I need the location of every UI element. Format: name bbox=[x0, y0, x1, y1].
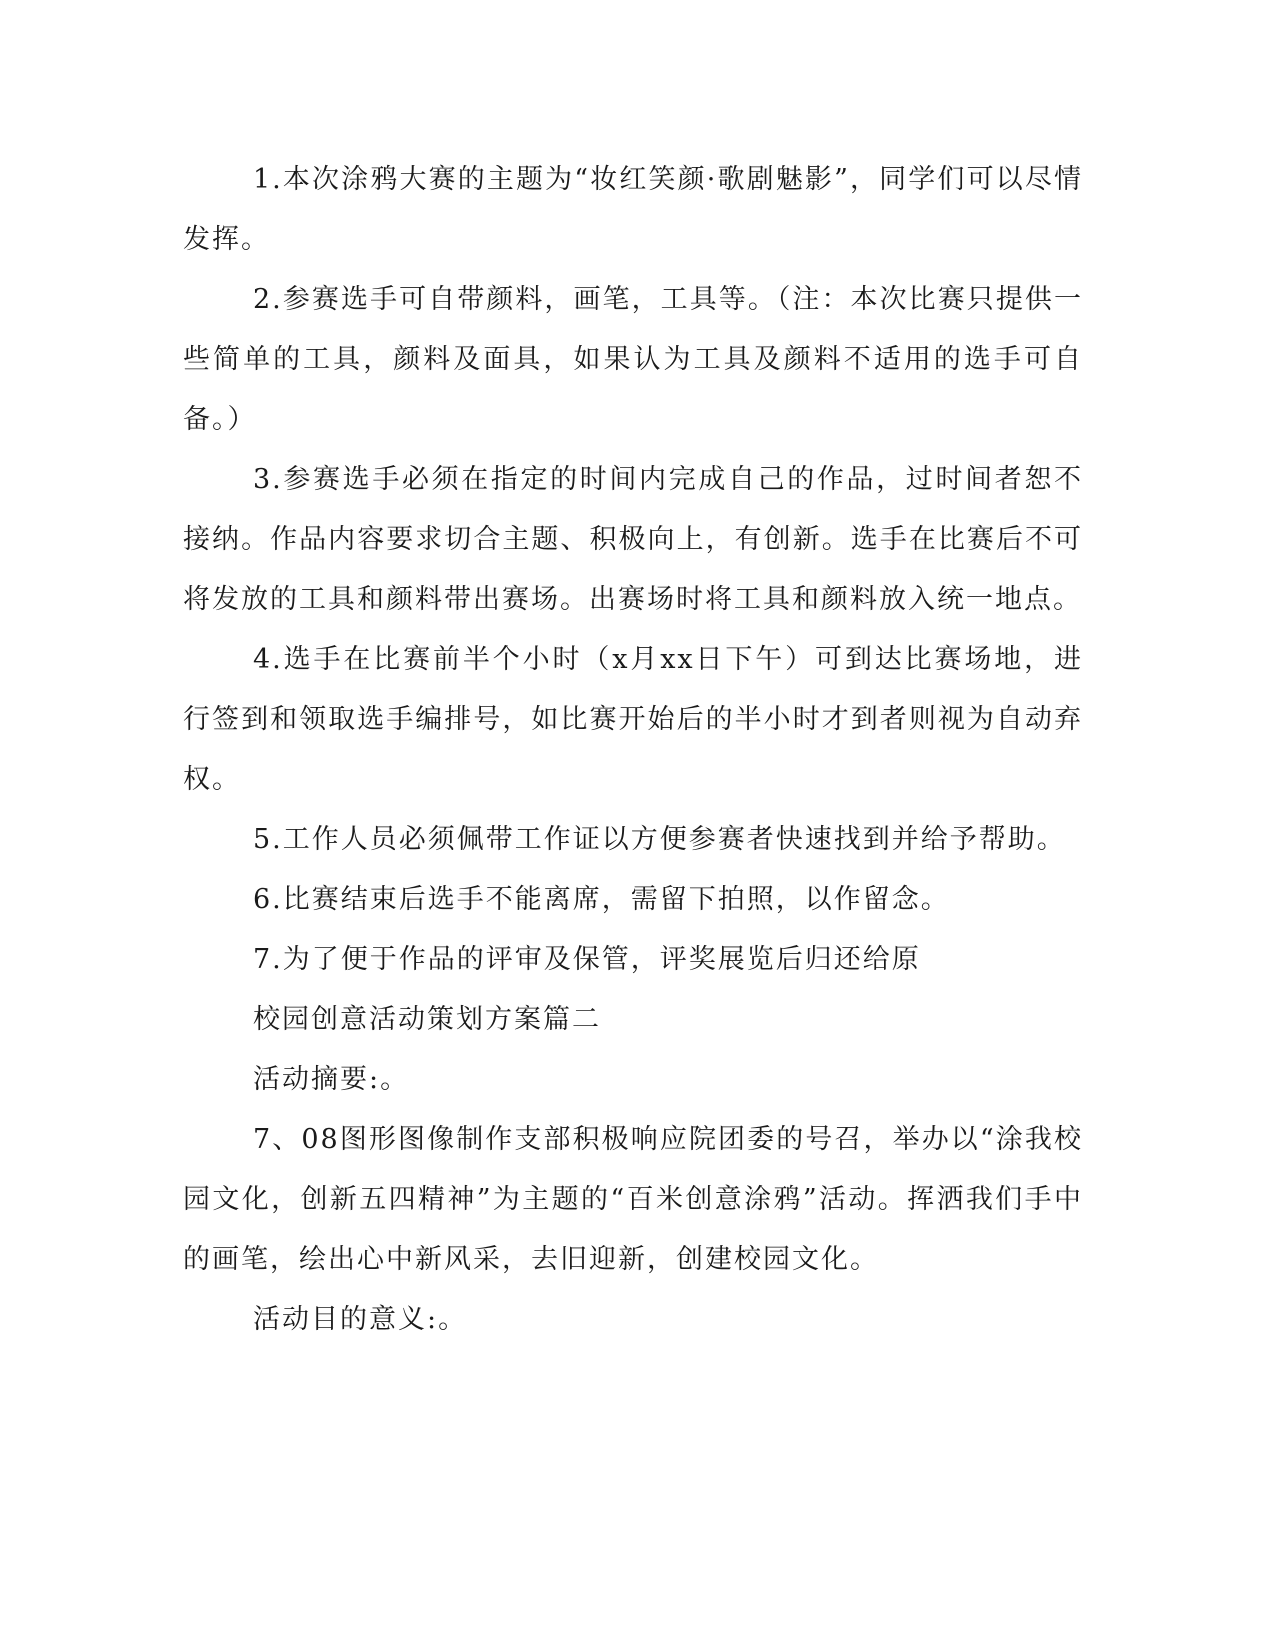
document-page bbox=[183, 150, 1083, 1350]
paragraph-rule-7: 7.为了便于作品的评审及保管，评奖展览后归还给原 bbox=[253, 944, 921, 975]
paragraph-rule-2: 2.参赛选手可自带颜料，画笔，工具等。（注：本次比赛只提供一些简单的工具，颜料及面具，如果认为工具及颜料不适用的选手可自备。） bbox=[183, 284, 1083, 435]
paragraph-rule-3: 3.参赛选手必须在指定的时间内完成自己的作品，过时间者恕不接纳。作品内容要求切合主题、积极向上，有创新。选手在比赛后不可将发放的工具和颜料带出赛场。出赛场时将工具和颜料放入统一地点。 bbox=[183, 464, 1083, 615]
section-heading: 校园创意活动策划方案篇二 bbox=[253, 1004, 601, 1035]
activity-summary-text: 7、08图形图像制作支部积极响应院团委的号召，举办以“涂我校园文化，创新五四精神”为主题的“百米创意涂鸦”活动。挥洒我们手中的画笔，绘出心中新风采，去旧迎新，创建校园文化。 bbox=[183, 1124, 1083, 1275]
activity-purpose-label: 活动目的意义:。 bbox=[253, 1304, 468, 1335]
activity-summary-label: 活动摘要:。 bbox=[253, 1064, 410, 1095]
paragraph-rule-6: 6.比赛结束后选手不能离席，需留下拍照，以作留念。 bbox=[253, 884, 950, 915]
paragraph-rule-5: 5.工作人员必须佩带工作证以方便参赛者快速找到并给予帮助。 bbox=[253, 824, 1066, 855]
paragraph-rule-4: 4.选手在比赛前半个小时（x月xx日下午）可到达比赛场地，进行签到和领取选手编排号，如比赛开始后的半小时才到者则视为自动弃权。 bbox=[183, 644, 1083, 795]
paragraph-rule-1: 1.本次涂鸦大赛的主题为“妆红笑颜·歌剧魅影”，同学们可以尽情发挥。 bbox=[183, 164, 1083, 255]
